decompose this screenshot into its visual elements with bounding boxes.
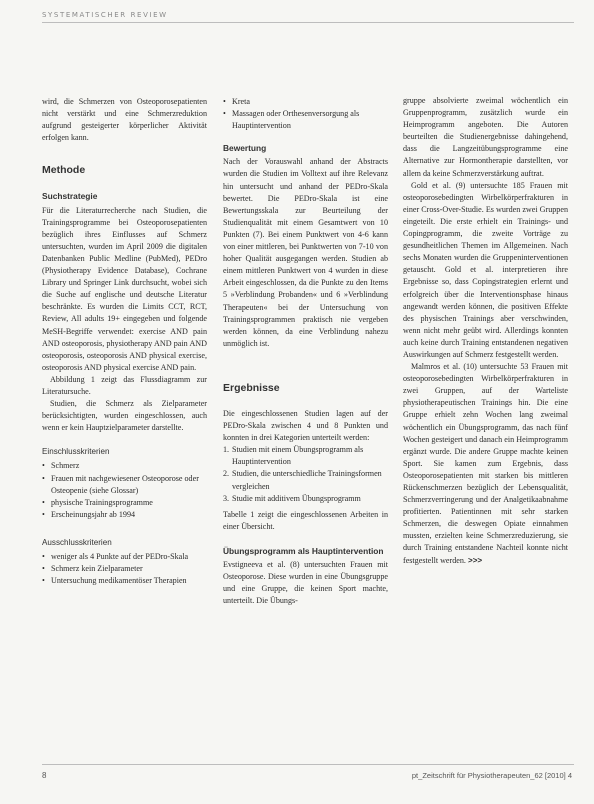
page-number: 8 bbox=[42, 771, 47, 780]
list-item: • Kreta bbox=[223, 96, 388, 108]
suchstrategie-heading: Suchstrategie bbox=[42, 191, 98, 202]
abbildung-paragraph: Abbildung 1 zeigt das Flussdiagramm zur Literatursuche. bbox=[42, 374, 207, 396]
header-label: SYSTEMATISCHER REVIEW bbox=[42, 11, 168, 19]
footer-rule bbox=[42, 764, 574, 765]
column-3 bbox=[403, 95, 568, 567]
ausschluss-list bbox=[42, 551, 207, 587]
continue-marker: >>> bbox=[467, 555, 483, 565]
list-item: • physische Trainingsprogramme bbox=[42, 497, 207, 509]
list-item: • weniger als 4 Punkte auf der PEDro-Skala bbox=[42, 551, 207, 563]
intro-paragraph: wird, die Schmerzen von Osteoporosepatienten nicht verstärkt und eine Schmerzreduktion aufgrund gesteigerter körperlicher Aktivität erfolgen kann. bbox=[42, 97, 207, 143]
column-2 bbox=[223, 96, 388, 613]
header-rule bbox=[42, 22, 574, 23]
uebung-heading: Übungsprogramm als Hauptintervention bbox=[223, 545, 384, 556]
bewertung-heading: Bewertung bbox=[223, 143, 267, 154]
einschluss-heading: Einschlusskriterien bbox=[42, 447, 110, 457]
col3-paragraph-1: gruppe absolvierte zweimal wöchentlich ein Gruppenprogramm, zusätzlich wurde ein Heimprogramm angeboten. Die Autoren beurteilten die Studienergebnisse dahingehend, dass die Langzeitübungsprogramme eine Alternative zur Hormontherapie darstellten, vor allem da keine Schmerzverstärkung auftrat. bbox=[403, 96, 568, 178]
list-item: • Erscheinungsjahr ab 1994 bbox=[42, 509, 207, 521]
bewertung-paragraph: Nach der Vorauswahl anhand der Abstracts wurden die Studien im Volltext auf ihre Relevanz hin untersucht und anhand der PEDro-Skala bewertet. Die PEDro-Skala ist eine Bewertungsskala zur Beurteilung der Studienqualität mit einem Gesamtwert von 10 Punkten (7). Bei einem Punktwert von 4-6 kann von einer mittleren, bei Punktwerten von 7-10 von hoher Qualität ausgegangen werden. Studien ab einem mittleren Punktwert von 4 wurden in diese Arbeit eingeschlossen, da die Punkte zu den Items 5 »Verblindung Probanden« und 6 »Verblindung Therapeuten« bei der Untersuchung von Trainingsprogrammen praktisch nie vergeben werden können, da eine Verblindung nahezu unmöglich ist. bbox=[223, 157, 388, 348]
ausschluss-list-continued bbox=[223, 96, 388, 132]
list-item: • Schmerz kein Zielparameter bbox=[42, 563, 207, 575]
list-item: 3. Studie mit additivem Übungsprogramm bbox=[223, 493, 361, 503]
studien-paragraph: Studien, die Schmerz als Zielparameter berücksichtigten, wurden eingeschlossen, auch wenn er kein Hauptzielparameter darstellte. bbox=[42, 399, 207, 433]
list-item: • Untersuchung medikamentöser Therapien bbox=[42, 575, 207, 587]
ausschluss-heading: Ausschlusskriterien bbox=[42, 537, 112, 547]
col3-paragraph-3: Malmros et al. (10) untersuchte 53 Frauen mit osteoporosebedingten Wirbelkörperfrakturen in zwei Gruppen, auf der Warteliste physiotherapeutischen Trainings hin. Die eine Gruppe erhielt zehn Wochen lang zweimal wöchentlich ein Übungsprogramm, das nach fünf Wochen gesteigert und danach ein Heimprogramm ergänzt wurde. Die andere Gruppe machte keinen Sport. Sie kamen zum Ergebnis, dass Osteoporosepatienten mit starken bis mittleren Rückenschmerzen bezüglich der Lebensqualität, Schmerzverringerung und der Analgetikaabnahme profitierten. Patientinnen mit sehr starken Schmerzen, die deswegen Opiate einnahmen mussten, erzielten keine Schmerzreduzierung, sie durch Training entstandene Nachteil konnte nicht festgestellt werden. >>> bbox=[403, 362, 568, 565]
column-1 bbox=[42, 96, 207, 593]
uebung-paragraph: Evstigneeva et al. (8) untersuchten Frauen mit Osteoporose. Diese wurden in eine Übungsgruppe und eine Gruppe, die keinen Sport machte, unterteilt. Die Übungs- bbox=[223, 560, 388, 606]
suchstrategie-paragraph: Für die Literaturrecherche nach Studien, die Trainingsprogramme bei Osteoporosepatienten bezüglich ihres Einflusses auf Schmerz untersuchten, wurden im April 2009 die digitalen Datenbanken Public Medline (PubMed), PEDro (Physiotherapy Evidence Database), Cochrane Library und Springer Link durchsucht, wobei sich die Suche auf englische und deutsche Literatur beschränkte. Es wurden die Limits CCT, RCT, Review, All adults 19+ eingegeben und folgende MeSH-Begriffe verwendet: exercise AND pain AND osteoporosis, physiotherapy AND pain AND osteoporosis, osteoporosis AND physical exercise, osteoporosis AND physical exercise AND pain. bbox=[42, 205, 207, 372]
ergebnisse-list bbox=[223, 444, 388, 504]
einschluss-list bbox=[42, 460, 207, 520]
list-item: • Schmerz bbox=[42, 460, 207, 472]
footer-journal: pt_Zeitschrift für Physiotherapeuten_62 [2010] 4 bbox=[411, 771, 572, 780]
list-item: • Massagen oder Orthesenversorgung als Hauptintervention bbox=[223, 108, 388, 132]
list-item: 2. Studien, die unterschiedliche Trainingsformen vergleichen bbox=[223, 469, 382, 491]
ergebnisse-heading: Ergebnisse bbox=[223, 381, 280, 394]
list-item: • Frauen mit nachgewiesener Osteoporose oder Osteopenie (siehe Glossar) bbox=[42, 473, 207, 497]
methode-heading: Methode bbox=[42, 164, 86, 177]
ergebnisse-paragraph: Die eingeschlossenen Studien lagen auf der PEDro-Skala zwischen 4 und 8 Punkten und konnten in drei Kategorien unterteilt werden: bbox=[223, 408, 388, 443]
col3-paragraph-2: Gold et al. (9) untersuchte 185 Frauen mit osteoporosebedingten Wirbelkörperfrakturen in einer Cross-Over-Studie. Es wurden zwei Gruppen eingeteilt. Die erste erhielt ein Trainings- und Copingprogramm, die zweite Vorträge zu gesundheitlichen Themen im Allgemeinen. Nach sechs Monaten wurden die Gruppeninterventionen getauscht. Gold et al. interpretieren ihre Ergebnisse so, dass Copingstrategien erlernt und erfolgreich über die Interventionsphase hinaus angewandt werden können, die positiven Effekte des physischen Trainings aber verschwinden, wenn nicht mehr geübt wird. Allerdings konnten auch keine durch Training entstandenen negativen Auswirkungen auf Schmerz festgestellt werden. bbox=[403, 180, 568, 359]
tabelle-paragraph: Tabelle 1 zeigt die eingeschlossenen Arbeiten in einer Übersicht. bbox=[223, 509, 388, 531]
list-item: 1. Studien mit einem Übungsprogramm als Hauptintervention bbox=[223, 445, 364, 467]
